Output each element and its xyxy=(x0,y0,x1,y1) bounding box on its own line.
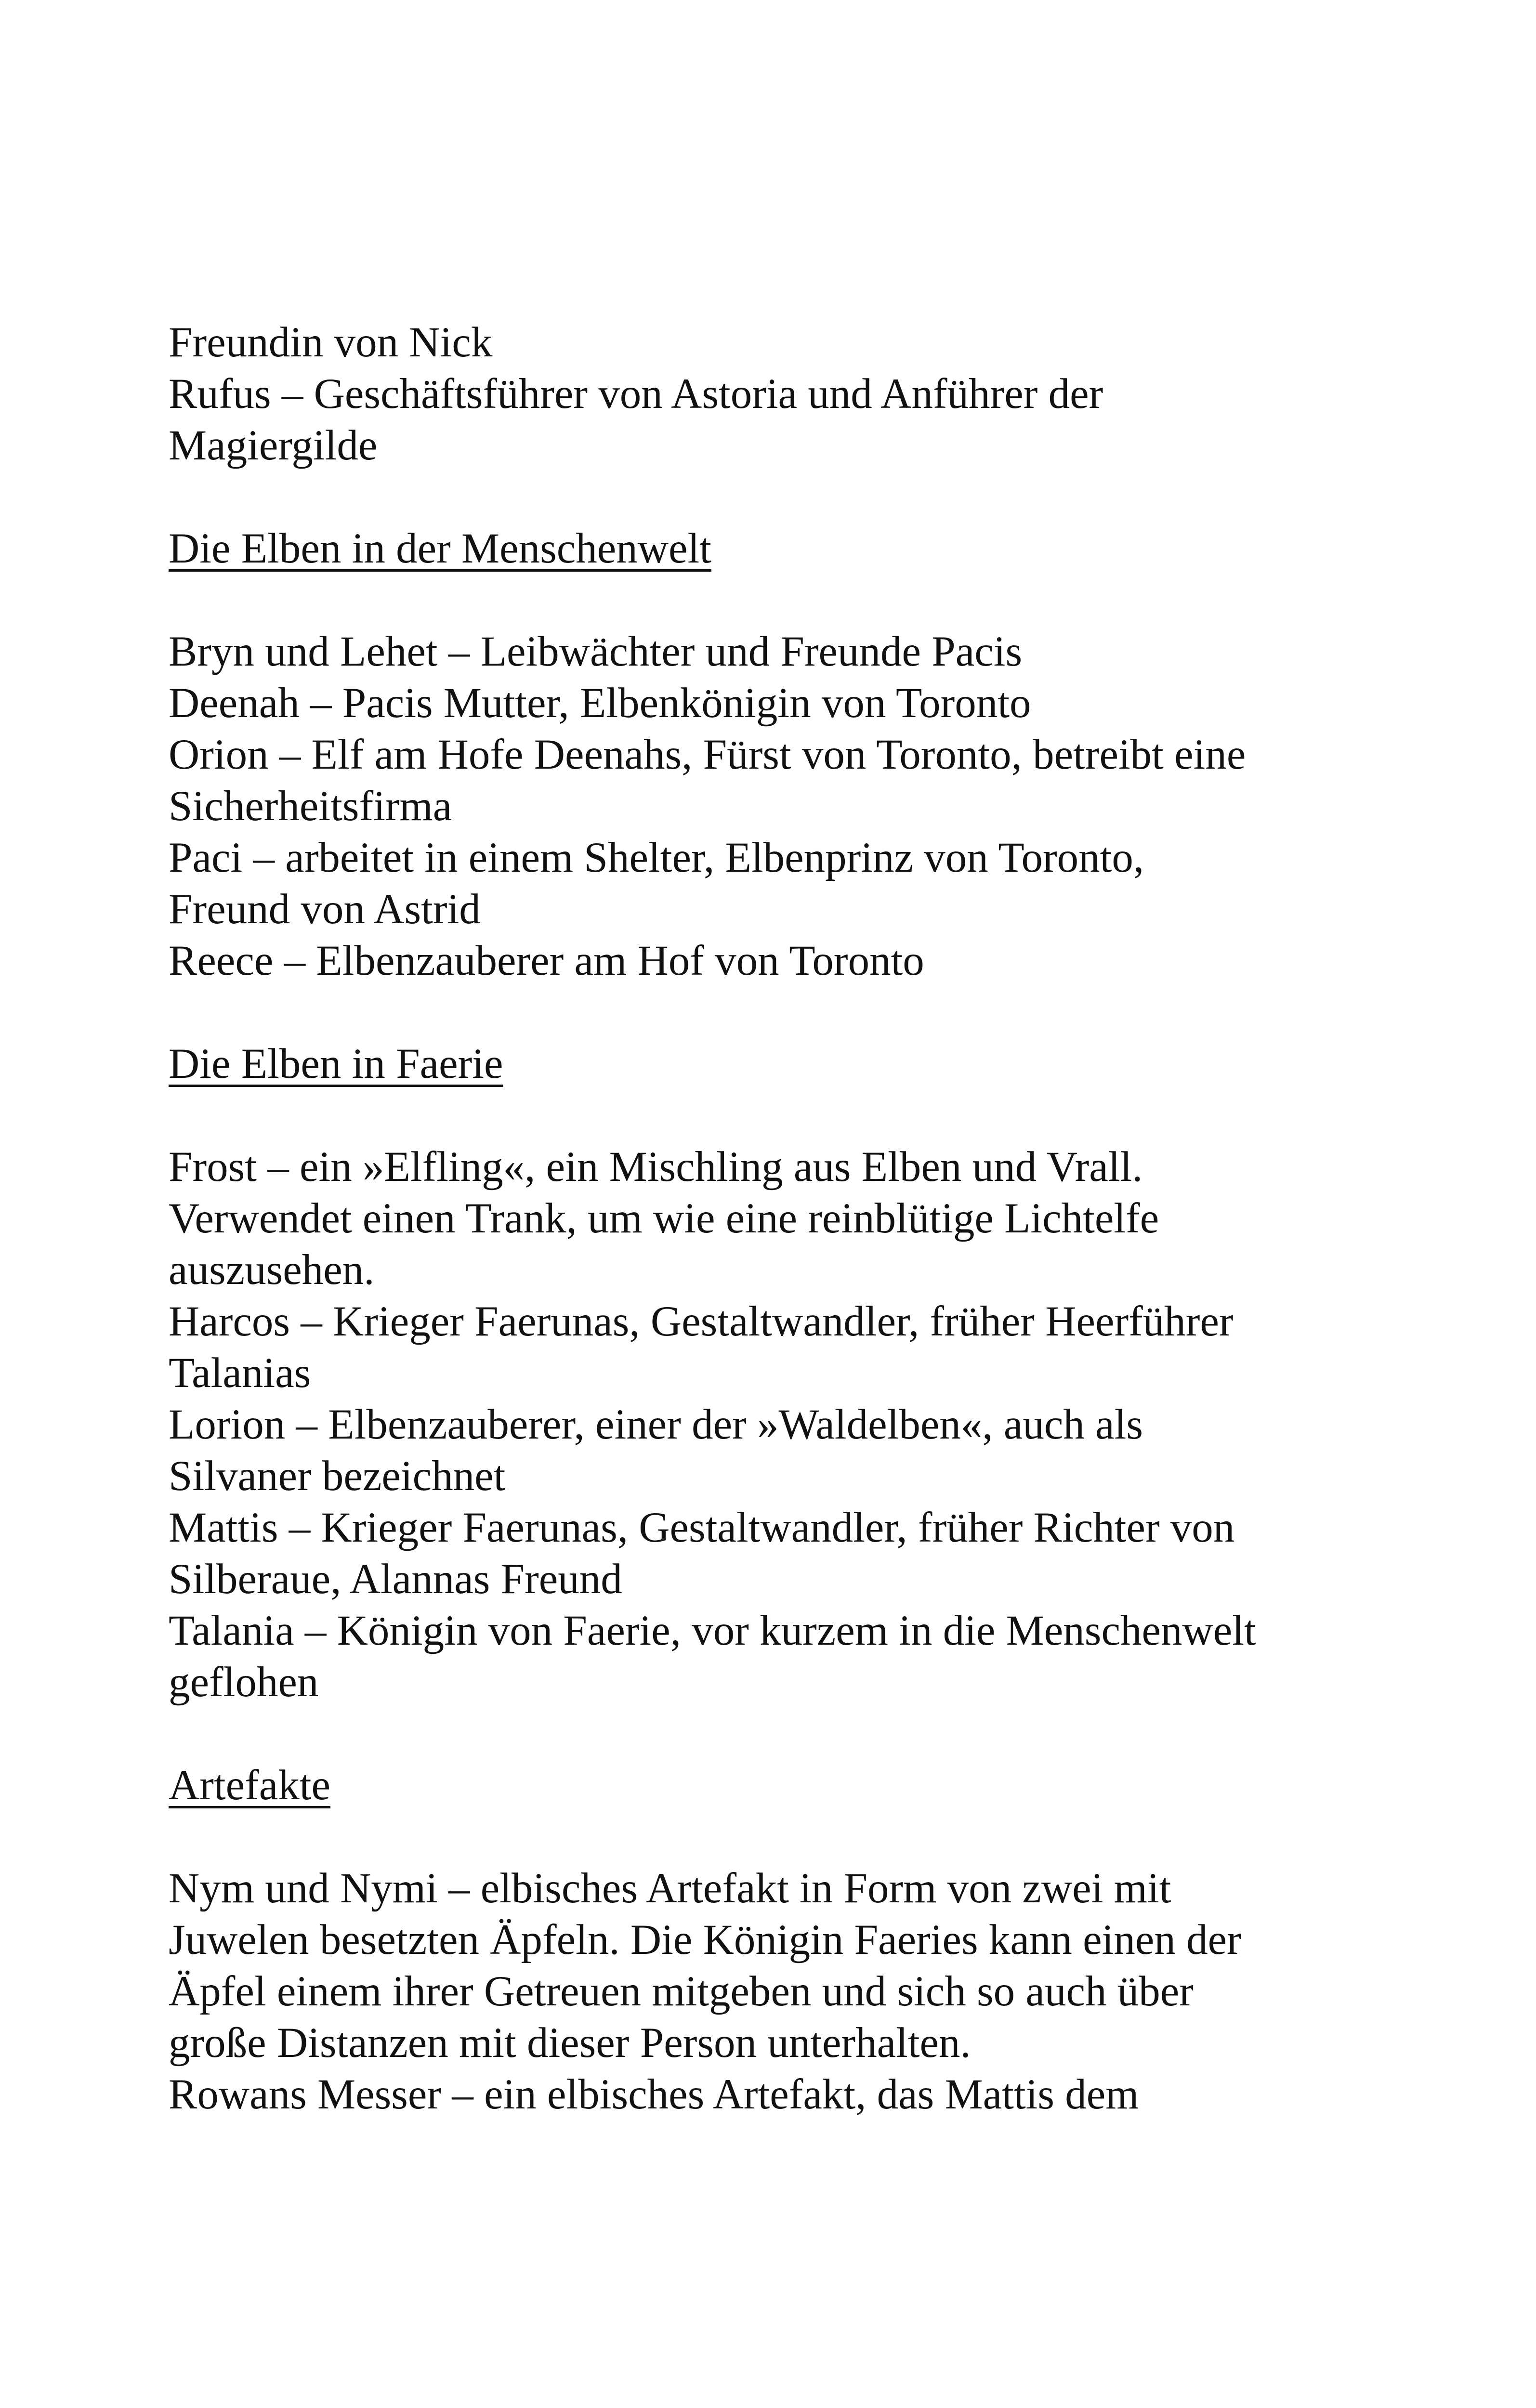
character-entry-line: Sicherheitsfirma xyxy=(169,783,452,830)
character-entry-line: auszusehen. xyxy=(169,1246,375,1294)
character-entry-line: Silberaue, Alannas Freund xyxy=(169,1556,622,1603)
artifact-entry-line: Äpfel einem ihrer Getreuen mitgeben und sich so auch über xyxy=(169,1968,1194,2015)
character-entry-line: geflohen xyxy=(169,1659,319,1706)
intro-line: Freundin von Nick xyxy=(169,319,493,366)
character-entry-line: Silvaner bezeichnet xyxy=(169,1453,506,1500)
artifact-entry-line: Rowans Messer – ein elbisches Artefakt, das Mattis dem xyxy=(169,2071,1139,2118)
character-entry-line: Bryn und Lehet – Leibwächter und Freunde Pacis xyxy=(169,628,1023,675)
character-entry-line: Reece – Elbenzauberer am Hof von Toronto xyxy=(169,937,924,984)
paragraph-gap xyxy=(169,471,1373,523)
artifact-entry-line: große Distanzen mit dieser Person unterhalten. xyxy=(169,2019,971,2067)
character-entry-line: Verwendet einen Trank, um wie eine reinblütige Lichtelfe xyxy=(169,1195,1159,1242)
paragraph-gap xyxy=(169,575,1373,626)
character-entry-line: Freund von Astrid xyxy=(169,886,481,933)
intro-line: Rufus – Geschäftsführer von Astoria und Anführer der xyxy=(169,370,1103,418)
character-entry-line: Lorion – Elbenzauberer, einer der »Waldelben«, auch als xyxy=(169,1401,1143,1448)
character-entry-line: Harcos – Krieger Faerunas, Gestaltwandler, früher Heerführer xyxy=(169,1298,1234,1345)
character-entry-line: Mattis – Krieger Faerunas, Gestaltwandler, früher Richter von xyxy=(169,1504,1235,1551)
artifact-entry-line: Juwelen besetzten Äpfeln. Die Königin Faeries kann einen der xyxy=(169,1916,1241,1963)
character-entry-line: Paci – arbeitet in einem Shelter, Elbenprinz von Toronto, xyxy=(169,834,1144,881)
character-entry-line: Deenah – Pacis Mutter, Elbenkönigin von Toronto xyxy=(169,680,1031,727)
section-heading-menschenwelt: Die Elben in der Menschenwelt xyxy=(169,525,711,572)
artifact-entry-line: Nym und Nymi – elbisches Artefakt in Form von zwei mit xyxy=(169,1865,1171,1912)
character-entry-line: Talanias xyxy=(169,1349,311,1397)
section-heading-artefakte: Artefakte xyxy=(169,1762,331,1809)
paragraph-gap xyxy=(169,987,1373,1038)
intro-line: Magiergilde xyxy=(169,422,378,469)
paragraph-gap xyxy=(169,1090,1373,1141)
character-entry-line: Talania – Königin von Faerie, vor kurzem in die Menschenwelt xyxy=(169,1607,1256,1654)
paragraph-gap xyxy=(169,1811,1373,1863)
character-entry-line: Orion – Elf am Hofe Deenahs, Fürst von Toronto, betreibt eine xyxy=(169,731,1246,778)
paragraph-gap xyxy=(169,1708,1373,1760)
character-entry-line: Frost – ein »Elfling«, ein Mischling aus Elben und Vrall. xyxy=(169,1143,1143,1191)
section-heading-faerie: Die Elben in Faerie xyxy=(169,1040,503,1087)
body-text xyxy=(169,317,1373,2120)
